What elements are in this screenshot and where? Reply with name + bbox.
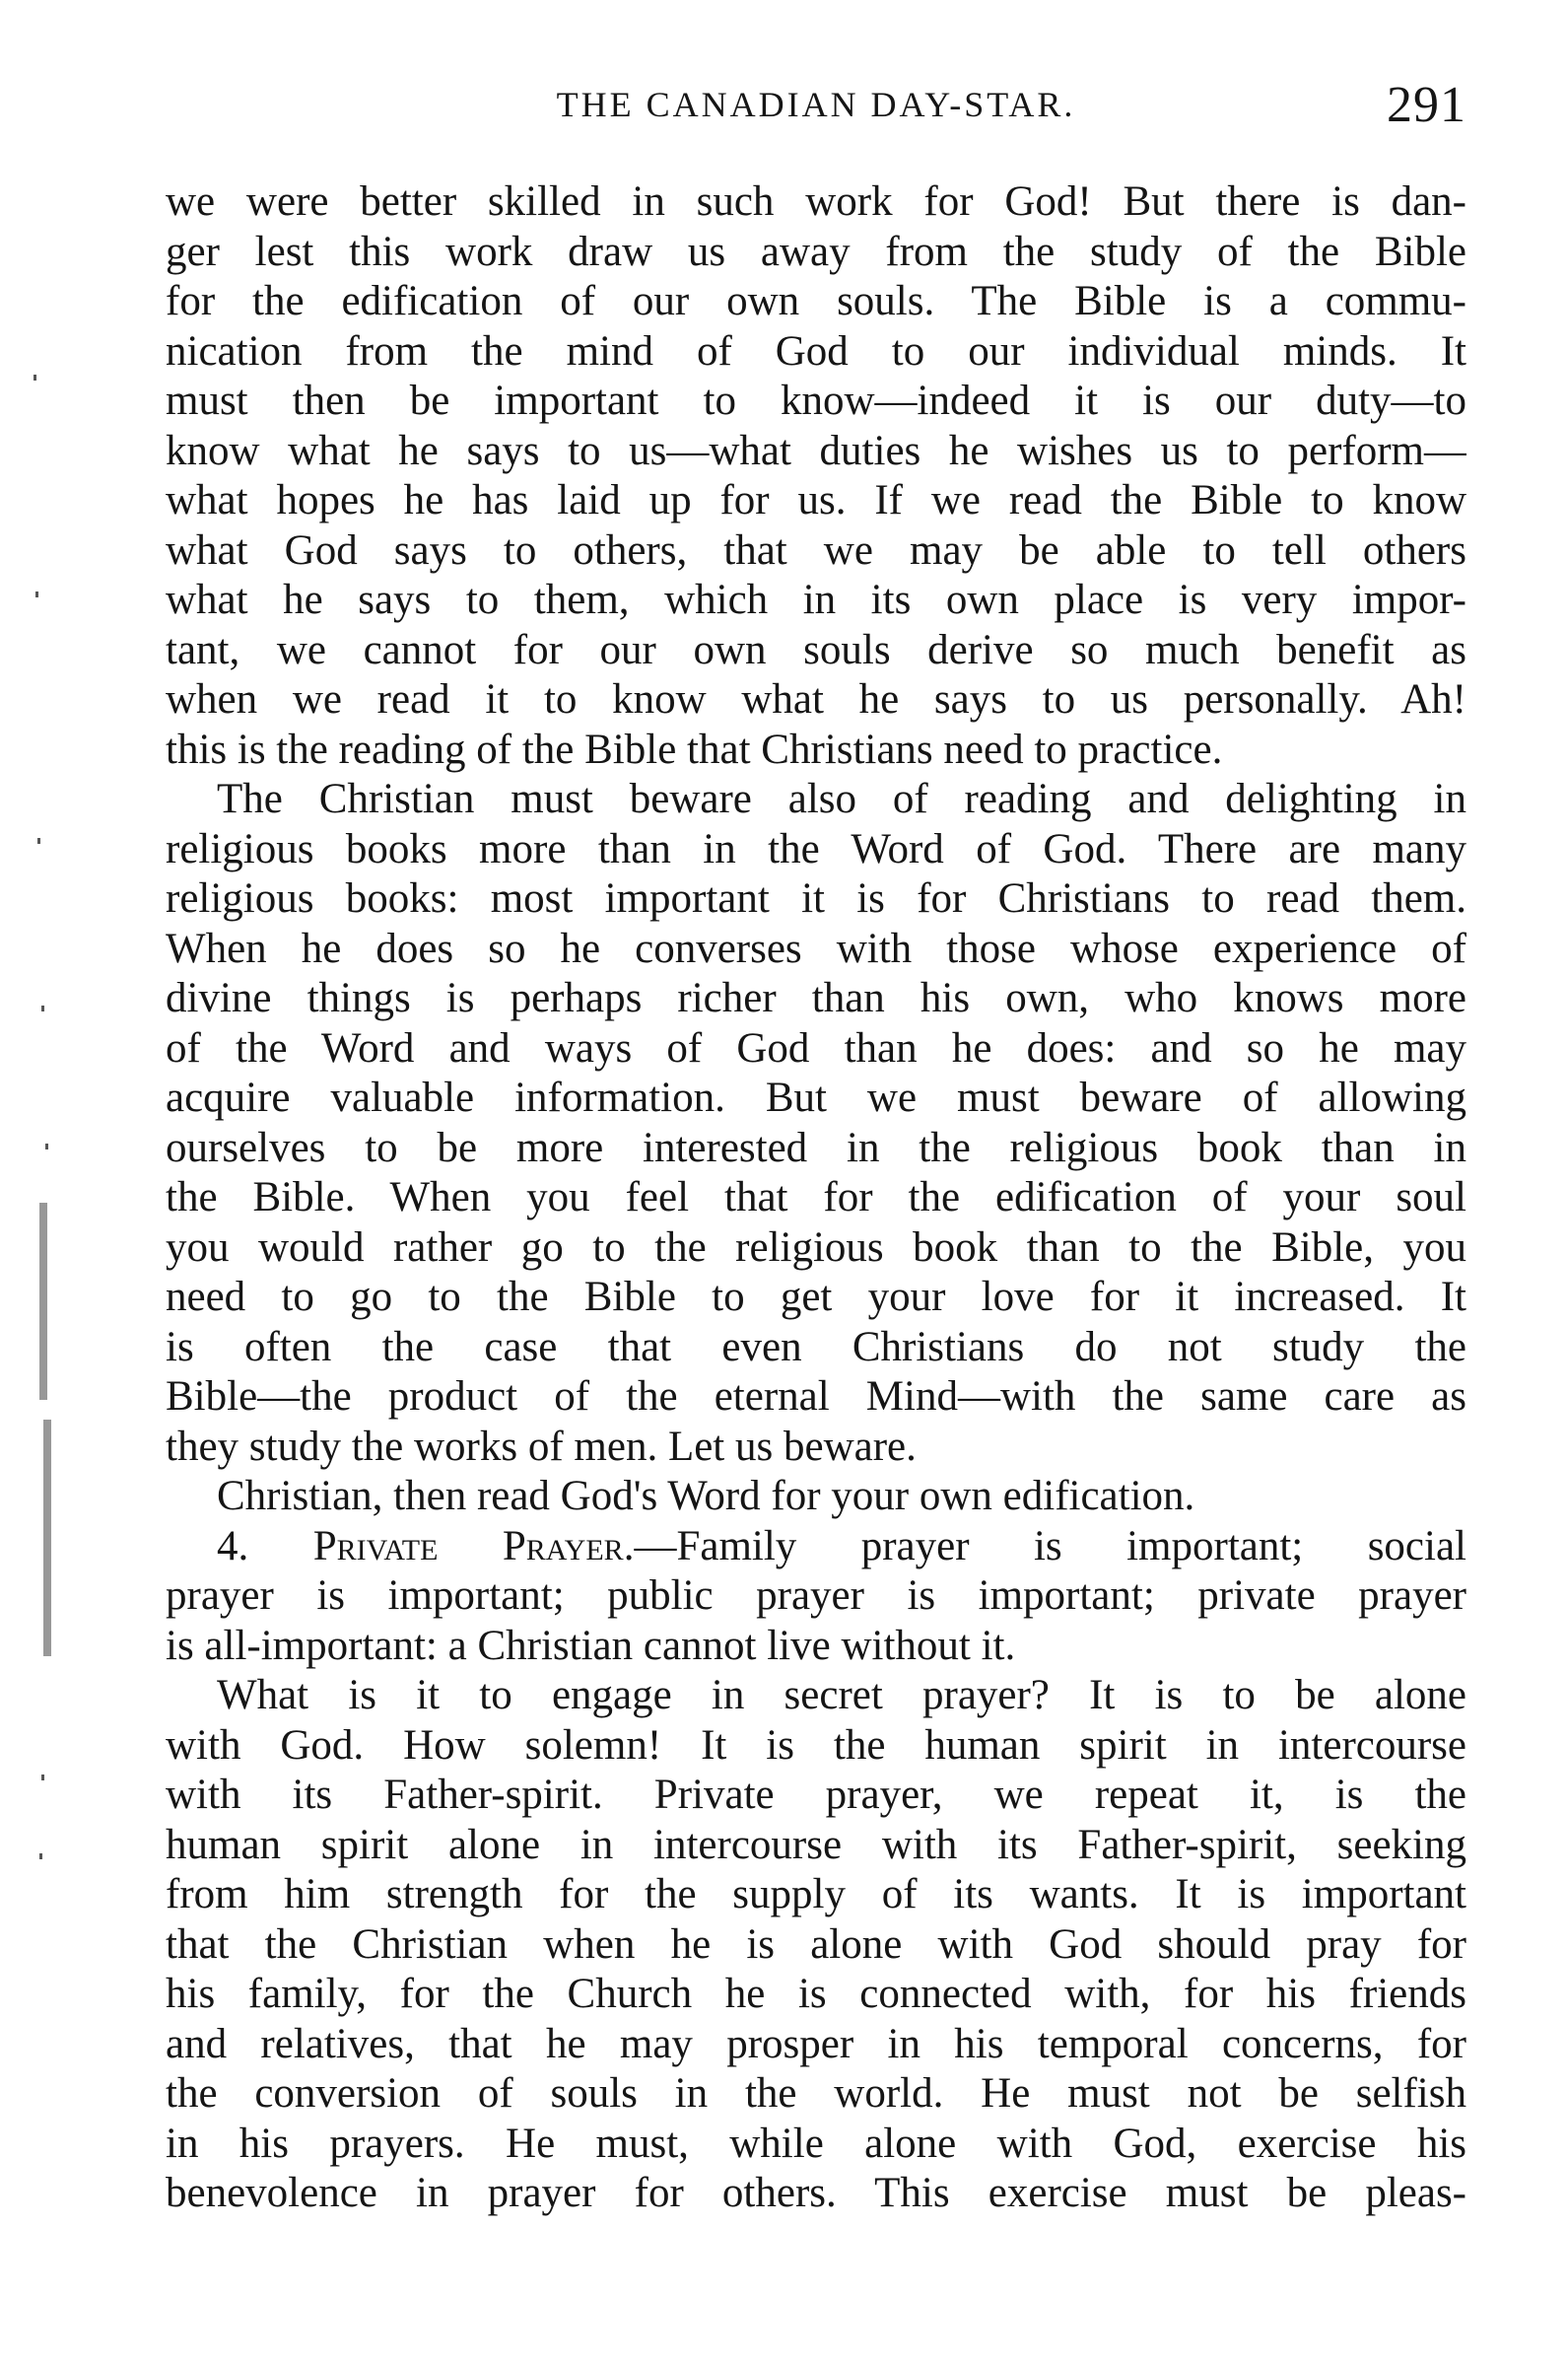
text-line: his family, for the Church he is connected with, for his friends <box>166 1971 1466 2017</box>
text-line: need to go to the Bible to get your love for it increased. It <box>166 1274 1466 1320</box>
text-line: and relatives, that he may prosper in his temporal concerns, for <box>166 2020 1466 2067</box>
text-line: Bible—the product of the eternal Mind—with the same care as <box>166 1373 1466 1420</box>
body-text <box>166 177 1466 2219</box>
text-line: When he does so he converses with those whose experience of <box>166 925 1466 972</box>
text-line: benevolence in prayer for others. This exercise must be pleas- <box>166 2170 1466 2216</box>
section-heading: Private Prayer <box>312 1522 624 1569</box>
text-line: human spirit alone in intercourse with its Father-spirit, seeking <box>166 1821 1466 1868</box>
text-line: is often the case that even Christians do not study the <box>166 1323 1466 1370</box>
text-line: what hopes he has laid up for us. If we read the Bible to know <box>166 477 1466 523</box>
text-line: what he says to them, which in its own place is very impor- <box>166 577 1466 623</box>
text-line: nication from the mind of God to our individual minds. It <box>166 327 1466 375</box>
text-line: you would rather go to the religious book than to the Bible, you <box>166 1223 1466 1271</box>
text-line: 4. Private Prayer.—Family prayer is important; social <box>217 1522 1466 1569</box>
text-line: this is the reading of the Bible that Christians need to practice. <box>166 726 1223 773</box>
text-line: ourselves to be more interested in the religious book than in <box>166 1124 1466 1171</box>
text-line: for the edification of our own souls. The Bible is a commu- <box>166 278 1466 324</box>
text-line: we were better skilled in such work for God! But there is dan- <box>166 178 1466 225</box>
running-title: THE CANADIAN DAY-STAR. <box>556 85 1076 124</box>
page-number: 291 <box>1387 77 1466 133</box>
text-line: the conversion of souls in the world. He must not be selfish <box>166 2070 1466 2117</box>
text-line: when we read it to know what he says to us personally. Ah! <box>166 676 1466 723</box>
text-line: the Bible. When you feel that for the edification of your soul <box>166 1174 1466 1220</box>
text-line: The Christian must beware also of reading and delighting in <box>217 776 1466 822</box>
text-line: they study the works of men. Let us beware. <box>166 1423 917 1470</box>
text-line: acquire valuable information. But we must beware of allowing <box>166 1075 1466 1121</box>
text-line: with its Father-spirit. Private prayer, we repeat it, is the <box>166 1772 1466 1818</box>
text-line: tant, we cannot for our own souls derive so much benefit as <box>166 626 1466 673</box>
text-line: what God says to others, that we may be able to tell others <box>166 526 1466 574</box>
text-line: religious books more than in the Word of God. There are many <box>166 825 1466 872</box>
text-line: of the Word and ways of God than he does: and so he may <box>166 1024 1466 1072</box>
text-line: Christian, then read God's Word for your own edification. <box>217 1473 1195 1519</box>
page-header <box>166 77 1466 143</box>
text-line: from him strength for the supply of its wants. It is important <box>166 1871 1466 1917</box>
text-line: is all-important: a Christian cannot live without it. <box>166 1622 1016 1669</box>
text-line: religious books: most important it is for Christians to read them. <box>166 875 1466 922</box>
text-line: prayer is important; public prayer is important; private prayer <box>166 1572 1466 1619</box>
text-line: that the Christian when he is alone with God should pray for <box>166 1920 1466 1968</box>
binding-margin-marks <box>30 375 59 1853</box>
text-line: What is it to engage in secret prayer? It is to be alone <box>217 1672 1466 1718</box>
text-line: with God. How solemn! It is the human spirit in intercourse <box>166 1721 1466 1769</box>
text-line: divine things is perhaps richer than his own, who knows more <box>166 975 1466 1021</box>
text-line: in his prayers. He must, while alone with God, exercise his <box>166 2120 1466 2167</box>
text-line: must then be important to know—indeed it is our duty—to <box>166 378 1466 424</box>
text-line: ger lest this work draw us away from the study of the Bible <box>166 228 1466 275</box>
text-line: know what he says to us—what duties he wishes us to perform— <box>166 427 1466 474</box>
